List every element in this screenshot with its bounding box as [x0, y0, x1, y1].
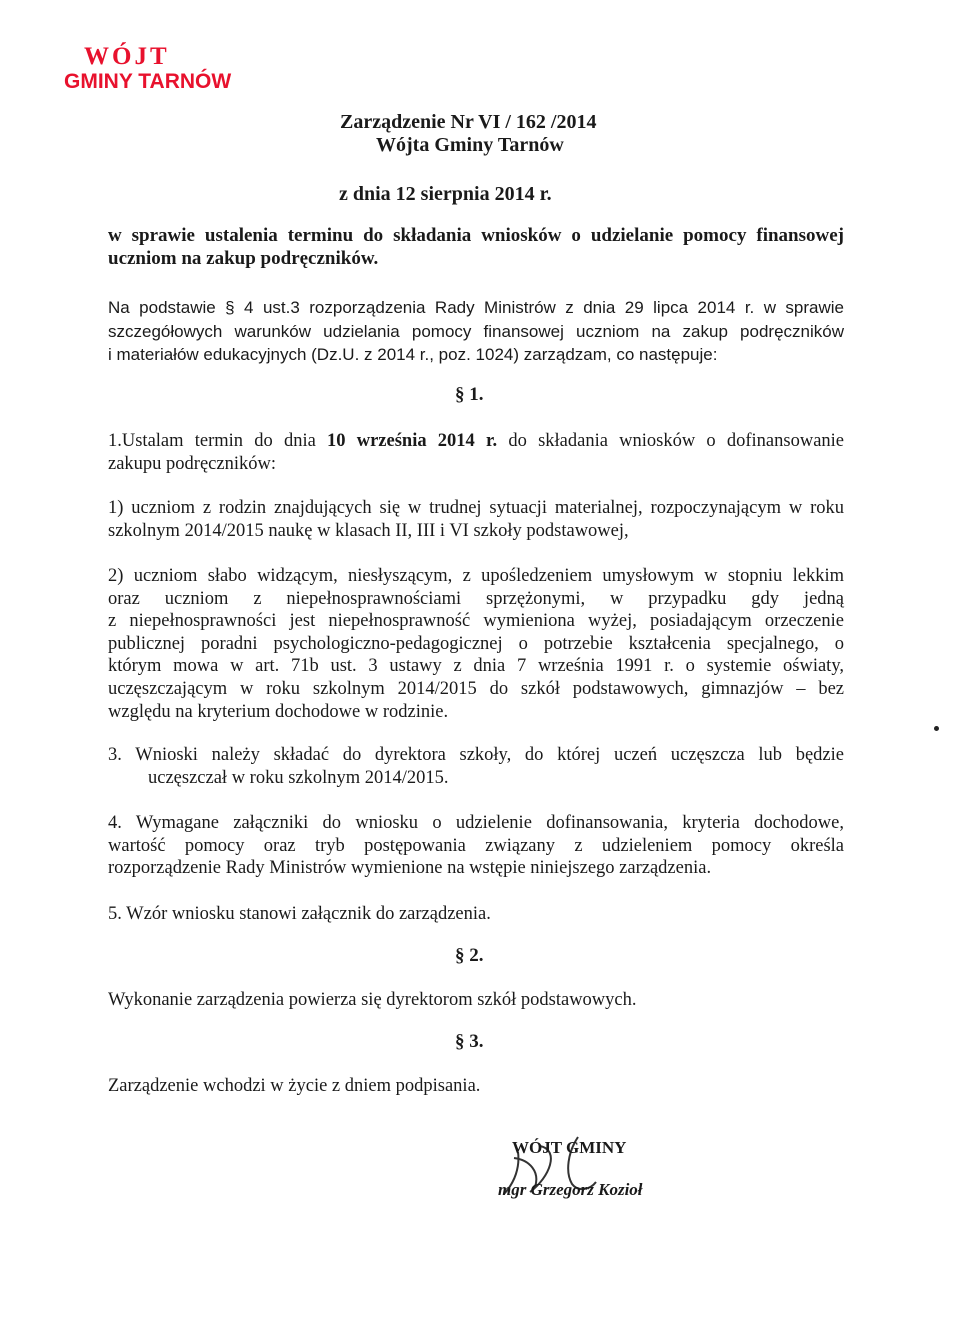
letterhead	[64, 44, 231, 94]
ordinance-issuer: Wójta Gminy Tarnów	[376, 134, 564, 156]
item-1-line	[108, 430, 844, 453]
preamble	[108, 296, 844, 367]
subject-line: uczniom na zakup podręczników.	[108, 247, 379, 269]
preamble-line: szczegółowych warunków udzielania pomocy finansowej uczniom na zakup podręczników	[108, 321, 844, 341]
item-3-line: 3. Wnioski należy składać do dyrektora szkoły, do której uczeń uczęszcza lub będzie	[108, 745, 844, 765]
item-4-line: rozporządzenie Rady Ministrów wymienione na wstępie niniejszego zarządzenia.	[108, 858, 712, 879]
item-1-suffix: do składania wniosków o dofinansowanie	[497, 431, 845, 451]
subitem-line: 1) uczniom z rodzin znajdujących się w trudnej sytuacji materialnej, rozpoczynającym w roku	[108, 498, 844, 518]
preamble-line: i materiałów edukacyjnych (Dz.U. z 2014 r., poz. 1024) zarządzam, co następuje:	[108, 345, 718, 364]
subitem-line: względu na kryterium dochodowe w rodzinie.	[108, 701, 449, 722]
section-1-item-1	[108, 430, 844, 475]
item-4-line: 4. Wymagane załączniki do wniosku o udzielenie dofinansowania, kryteria dochodowe,	[108, 813, 844, 833]
ordinance-date: z dnia 12 sierpnia 2014 r.	[339, 183, 552, 205]
section-2-text	[108, 989, 844, 1012]
subitem-line: szkolnym 2014/2015 naukę w klasach II, III i VI szkoły podstawowej,	[108, 520, 629, 541]
section-1-subitem-1	[108, 497, 844, 542]
subitem-line: publicznej poradni psychologiczno-pedagogicznej o potrzebie kształcenia specjalnego, o	[108, 633, 844, 654]
letterhead-title: WÓJT	[84, 43, 170, 70]
subitem-line: 2) uczniom słabo widzącym, niesłyszącym, z upośledzeniem umysłowym w stopniu lekkim	[108, 566, 844, 586]
section-1-item-3	[108, 744, 844, 789]
section-1-item-5	[108, 903, 844, 926]
item-1-deadline: 10 września 2014 r.	[327, 431, 498, 451]
item-1-prefix: 1.Ustalam termin do dnia	[108, 431, 328, 451]
item-4-line: wartość pomocy oraz tryb postępowania związany z udzieleniem pomocy określa	[108, 835, 844, 856]
subitem-line: uczęszczającym w roku szkolnym 2014/2015 do szkół podstawowych, gimnazjów – bez	[108, 678, 844, 699]
subitem-line: z niepełnosprawności jest niepełnosprawność wymieniona wyżej, posiadającym orzeczenie	[108, 611, 844, 632]
item-3-line: uczęszczał w roku szkolnym 2014/2015.	[148, 767, 449, 788]
section-3-title: § 3.	[455, 1031, 484, 1052]
item-1-line: zakupu podręczników:	[108, 453, 276, 474]
section-3-line: Zarządzenie wchodzi w życie z dniem podpisania.	[108, 1076, 481, 1096]
signature-stamp-name: mgr Grzegorz Kozioł	[498, 1180, 643, 1199]
section-1-subitem-2	[108, 565, 844, 723]
signature-stamp-title: WÓJT GMINY	[512, 1138, 627, 1157]
ordinance-number: Zarządzenie Nr VI / 162 /2014	[340, 111, 597, 133]
subitem-line: którym mowa w art. 71b ust. 3 ustawy z dnia 7 września 1991 r. o systemie oświaty,	[108, 656, 844, 677]
section-1-item-4	[108, 812, 844, 880]
section-2-title: § 2.	[455, 945, 484, 966]
preamble-line: Na podstawie § 4 ust.3 rozporządzenia Rady Ministrów z dnia 29 lipca 2014 r. w sprawie	[108, 298, 844, 317]
item-5-line: 5. Wzór wniosku stanowi załącznik do zarządzenia.	[108, 904, 491, 924]
subject	[108, 225, 844, 270]
subject-line: w sprawie ustalenia terminu do składania wniosków o udzielanie pomocy finansowej	[108, 225, 844, 246]
section-2-line: Wykonanie zarządzenia powierza się dyrektorom szkół podstawowych.	[108, 990, 637, 1010]
letterhead-subtitle: GMINY TARNÓW	[64, 70, 232, 93]
signature-block	[490, 1132, 710, 1212]
section-3-text	[108, 1075, 844, 1098]
scan-speck	[934, 726, 939, 731]
section-1-title: § 1.	[455, 384, 484, 405]
subitem-line: oraz uczniom z niepełnosprawnościami sprzężonymi, w przypadku gdy jedną	[108, 588, 844, 609]
